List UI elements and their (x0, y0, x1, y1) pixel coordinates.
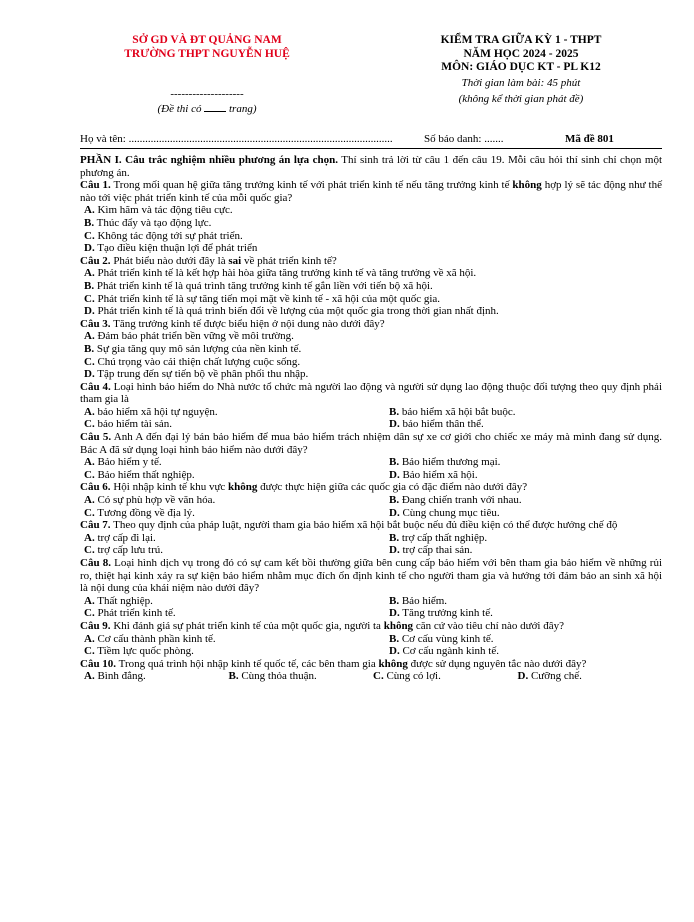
answer-option[interactable] (80, 293, 662, 306)
subject: MÔN: GIÁO DỤC KT - PL K12 (441, 61, 601, 73)
option-letter: A. (84, 204, 95, 217)
question-text-end: hợp lý sẽ tác động như thế nào tới việc phát triển kinh tế của mỗi quốc gia? (80, 179, 662, 204)
question-text: Tăng trưởng kinh tế được biểu hiện ở nội dung nào dưới đây? (110, 317, 385, 330)
option-text: Phát triển kinh tế là quá trình tăng trưởng kinh tế gắn liền với tiến bộ xã hội. (94, 279, 433, 292)
option-letter: C. (84, 229, 95, 242)
option-letter: D. (84, 368, 95, 381)
question-stem (80, 179, 662, 204)
option-letter: A. (84, 267, 95, 280)
option-text: Phát triển kinh tế là sự tăng tiến mọi mặt về kinh tế - xã hội của một quốc gia. (94, 292, 441, 305)
option-text: Bảo hiểm. (399, 594, 448, 607)
answer-option[interactable] (389, 607, 659, 620)
option-text: bảo hiểm tài sản. (94, 418, 172, 431)
question (80, 318, 662, 381)
question (80, 658, 662, 683)
exam-title: KIỂM TRA GIỮA KỲ 1 - THPT (440, 34, 602, 46)
option-text: Bảo hiểm thương mại. (399, 456, 501, 469)
question-number: Câu 2. (80, 254, 111, 267)
page-count (82, 101, 332, 117)
option-row (80, 532, 662, 545)
question-number: Câu 4. (80, 380, 111, 393)
option-text: Đang chiến tranh với nhau. (399, 494, 522, 507)
question (80, 255, 662, 318)
answer-option[interactable] (80, 469, 389, 482)
question-text: Trong mối quan hệ giữa tăng trưởng kinh tế với phát triển kinh tế nếu tăng trưởng kinh tế (110, 179, 513, 192)
option-letter: C. (84, 355, 95, 368)
option-letter: D. (389, 506, 400, 519)
answer-option[interactable] (389, 532, 659, 545)
question-text-end: được thực hiện giữa các quốc gia có đặc điểm nào dưới đây? (257, 481, 528, 494)
option-letter: C. (84, 292, 95, 305)
answer-option[interactable] (80, 343, 662, 356)
answer-option[interactable] (80, 456, 389, 469)
option-letter: B. (389, 632, 400, 645)
answer-option[interactable] (80, 595, 389, 608)
answer-option[interactable] (80, 230, 662, 243)
option-text: Cơ cấu vùng kinh tế. (399, 632, 494, 645)
option-letter: A. (84, 531, 95, 544)
option-text: Tiềm lực quốc phòng. (94, 645, 194, 658)
divider-dashes: -------------------- (170, 88, 244, 100)
option-text: Có sự phù hợp về văn hóa. (94, 494, 216, 507)
question-text: Loại hình dịch vụ trong đó có sự cam kết bồi thường giữa bên cung cấp bảo hiểm với bên tham gia bảo hiểm về những rủi ro, thiệt hại kinh xảy ra sự kiện bảo hiểm nhằm mục đích ổn định kinh tế cho người tham gia và hướng tới đảm bảo an sinh xã hội là nội dung của khái niệm nào dưới đây? (80, 557, 662, 595)
answer-option[interactable] (80, 356, 662, 369)
answer-option[interactable] (80, 330, 662, 343)
answer-option[interactable] (80, 242, 662, 255)
question-stem (80, 658, 662, 671)
question (80, 557, 662, 620)
option-text: Cùng chung mục tiêu. (399, 506, 500, 519)
school-name: TRƯỜNG THPT NGUYỄN HUỆ (124, 47, 290, 60)
option-letter: A. (84, 670, 95, 683)
header-rule (80, 148, 662, 149)
option-letter: B. (389, 405, 400, 418)
answer-option[interactable] (80, 267, 662, 280)
name-field[interactable]: Họ và tên: ................................................................................................ (80, 133, 393, 145)
answer-option[interactable] (389, 494, 659, 507)
question-list (80, 179, 662, 683)
option-text: Phát triển kinh tế là quá trình biến đổi về lượng của một quốc gia trong thời gian nhất định. (94, 305, 499, 318)
option-letter: D. (389, 544, 400, 557)
question-stem (80, 620, 662, 633)
option-letter: D. (389, 607, 400, 620)
answer-option[interactable] (80, 633, 389, 646)
option-letter: D. (517, 670, 529, 683)
candidate-number-field[interactable]: Số báo danh: ....... (424, 133, 504, 145)
option-letter: D. (389, 418, 400, 431)
option-text: Cưỡng chế. (528, 670, 582, 683)
question-number: Câu 1. (80, 179, 111, 192)
question-text-end: được sử dụng nguyên tắc nào dưới đây? (407, 657, 587, 670)
option-letter: B. (84, 216, 95, 229)
option-text: Phát triển kinh tế là kết hợp hài hòa giữa tăng trưởng kinh tế và tăng trưởng về xã hội. (94, 267, 477, 280)
option-letter: B. (84, 342, 95, 355)
question-text: Hội nhập kinh tế khu vực (110, 481, 229, 494)
question (80, 620, 662, 658)
option-row (80, 507, 662, 520)
option-text: Thúc đẩy và tạo động lực. (94, 216, 212, 229)
option-text: Sự gia tăng quy mô sản lượng của nền kinh tế. (94, 342, 302, 355)
option-text: Tập trung đến sự tiến bộ về phân phối thu nhập. (94, 368, 309, 381)
question-emphasis: không (378, 657, 408, 670)
option-text: Tăng trưởng kinh tế. (399, 607, 493, 620)
answer-option[interactable] (389, 544, 659, 557)
question (80, 431, 662, 481)
question-stem (80, 255, 662, 268)
answer-option[interactable] (80, 280, 662, 293)
question-stem (80, 557, 662, 595)
option-letter: C. (84, 645, 95, 658)
question-number: Câu 3. (80, 317, 111, 330)
option-row (80, 670, 662, 683)
question-emphasis: sai (228, 254, 242, 267)
school-year: NĂM HỌC 2024 - 2025 (463, 47, 579, 60)
option-row (80, 633, 662, 646)
question-number: Câu 7. (80, 519, 111, 532)
option-text: trợ cấp đi lại. (94, 531, 156, 544)
option-letter: A. (84, 330, 95, 343)
page-count-suffix: trang) (228, 103, 257, 115)
option-text: Bảo hiểm y tế. (94, 456, 162, 469)
option-row (80, 494, 662, 507)
option-letter: C. (373, 670, 384, 683)
option-letter: B. (84, 279, 95, 292)
question-emphasis: không (512, 179, 542, 192)
question-number: Câu 9. (80, 619, 111, 632)
part-instruction: Thí sinh trả lời từ câu 1 đến câu 19. Mỗi câu hỏi thí sinh chỉ chọn một phương án. (80, 154, 663, 179)
question-text: Khi đánh giá sự phát triển kinh tế của một quốc gia, người ta (110, 619, 384, 632)
answer-option[interactable] (389, 456, 659, 469)
option-letter: C. (84, 418, 95, 431)
option-text: trợ cấp thất nghiệp. (399, 531, 488, 544)
question-stem (80, 519, 662, 532)
header-right (392, 34, 650, 107)
option-letter: A. (84, 594, 95, 607)
question-stem (80, 318, 662, 331)
option-text: Không tác động tới sự phát triển. (94, 229, 243, 242)
option-letter: D. (389, 645, 400, 658)
answer-option[interactable] (229, 670, 374, 683)
answer-option[interactable] (80, 418, 389, 431)
option-letter: A. (84, 405, 95, 418)
option-text: Thất nghiệp. (94, 594, 153, 607)
option-letter: C. (84, 468, 95, 481)
question (80, 381, 662, 431)
answer-option[interactable] (389, 418, 659, 431)
option-text: Kìm hãm và tác động tiêu cực. (94, 204, 233, 217)
option-letter: C. (84, 607, 95, 620)
option-letter: B. (228, 670, 239, 683)
question-stem (80, 481, 662, 494)
answer-option[interactable] (80, 406, 389, 419)
question-text: Phát biểu nào dưới đây là (110, 254, 229, 267)
option-letter: B. (389, 594, 400, 607)
option-letter: C. (84, 506, 95, 519)
exam-content (80, 154, 662, 683)
option-text: Tương đồng về địa lý. (94, 506, 195, 519)
answer-option[interactable] (389, 595, 659, 608)
question (80, 481, 662, 519)
option-text: Chú trọng vào cải thiện chất lượng cuộc sống. (94, 355, 301, 368)
option-letter: B. (389, 494, 400, 507)
question-stem (80, 381, 662, 406)
option-row (80, 406, 662, 419)
part-intro (80, 154, 662, 179)
option-text: bảo hiểm xã hội tự nguyện. (94, 405, 218, 418)
answer-option[interactable] (80, 507, 389, 520)
student-info (80, 133, 660, 145)
option-text: Cơ cấu ngành kinh tế. (399, 645, 499, 658)
question-number: Câu 6. (80, 481, 111, 494)
question (80, 519, 662, 557)
time-limit: Thời gian làm bài: 45 phút (461, 76, 581, 89)
question-emphasis: không (228, 481, 258, 494)
option-row (80, 607, 662, 620)
option-text: Tạo điều kiện thuận lợi để phát triển (94, 242, 258, 255)
option-letter: C. (84, 544, 95, 557)
question-text-end: về phát triển kinh tế? (241, 254, 337, 267)
option-text: Bảo hiểm thất nghiệp. (94, 468, 195, 481)
answer-option[interactable] (80, 532, 389, 545)
answer-option[interactable] (518, 670, 663, 683)
answer-option[interactable] (389, 633, 659, 646)
option-letter: A. (84, 456, 95, 469)
option-text: Bình đẳng. (94, 670, 146, 683)
answer-option[interactable] (80, 645, 389, 658)
answer-option[interactable] (80, 305, 662, 318)
answer-option[interactable] (84, 670, 229, 683)
option-letter: D. (84, 242, 95, 255)
answer-option[interactable] (80, 494, 389, 507)
answer-option[interactable] (80, 217, 662, 230)
answer-option[interactable] (80, 204, 662, 217)
time-note: (không kể thời gian phát đề) (458, 92, 584, 105)
question-text: Loại hình bảo hiểm do Nhà nước tổ chức mà người lao động và người sử dụng lao động thuộc đối tượng theo quy định phải tham gia là (80, 380, 663, 406)
option-text: Bảo hiểm xã hội. (399, 468, 478, 481)
answer-option[interactable] (389, 507, 659, 520)
option-letter: A. (84, 632, 95, 645)
question-number: Câu 10. (80, 657, 117, 670)
option-row (80, 469, 662, 482)
option-text: bảo hiểm xã hội bắt buộc. (399, 405, 516, 418)
answer-option[interactable] (389, 406, 659, 419)
option-text: trợ cấp thai sản. (399, 544, 473, 557)
option-letter: B. (389, 531, 400, 544)
header-left (82, 34, 332, 117)
answer-option[interactable] (80, 368, 662, 381)
question-emphasis: không (383, 619, 414, 632)
page-count-prefix: (Đề thi có (157, 103, 202, 115)
option-text: bảo hiểm thân thể. (399, 418, 484, 431)
option-row (80, 418, 662, 431)
option-text: trợ cấp lưu trú. (94, 544, 163, 557)
question (80, 179, 662, 255)
part-title: PHẦN I. Câu trắc nghiệm nhiều phương án lựa chọn. (80, 154, 338, 166)
answer-option[interactable] (389, 469, 659, 482)
option-row (80, 544, 662, 557)
exam-code: Mã đề 801 (565, 133, 614, 145)
option-row (80, 595, 662, 608)
option-text: Đảm bảo phát triển bền vững về môi trường. (94, 330, 294, 343)
answer-option[interactable] (80, 607, 389, 620)
option-text: Cơ cấu thành phần kinh tế. (94, 632, 216, 645)
option-letter: D. (389, 468, 400, 481)
option-row (80, 456, 662, 469)
answer-option[interactable] (389, 645, 659, 658)
department-name: SỞ GD VÀ ĐT QUẢNG NAM (132, 34, 282, 46)
question-number: Câu 8. (80, 557, 111, 569)
question-text: Anh A đến đại lý bán bảo hiểm để mua bảo hiểm trách nhiệm dân sự xe cơ giới cho chiếc xe máy mà mình đang sử dụng. Bác A đã sử dụng loại hình bảo hiểm nào dưới đây? (80, 431, 662, 456)
page-count-blank (204, 102, 226, 112)
question-text: Theo quy định của pháp luật, người tham gia bảo hiểm xã hội bắt buộc nếu đủ điều kiện có thể được hưởng chế độ (110, 519, 618, 532)
option-text: Cùng thỏa thuận. (238, 670, 317, 683)
option-letter: B. (389, 456, 400, 469)
answer-option[interactable] (373, 670, 518, 683)
question-stem (80, 431, 662, 456)
option-text: Cùng có lợi. (383, 670, 441, 683)
question-text: Trong quá trình hội nhập kinh tế quốc tế, các bên tham gia (116, 657, 379, 670)
option-letter: D. (84, 305, 95, 318)
answer-option[interactable] (80, 544, 389, 557)
question-text-end: căn cứ vào tiêu chí nào dưới đây? (413, 619, 564, 632)
option-letter: A. (84, 494, 95, 507)
option-row (80, 645, 662, 658)
question-number: Câu 5. (80, 431, 112, 444)
option-text: Phát triển kinh tế. (94, 607, 176, 620)
